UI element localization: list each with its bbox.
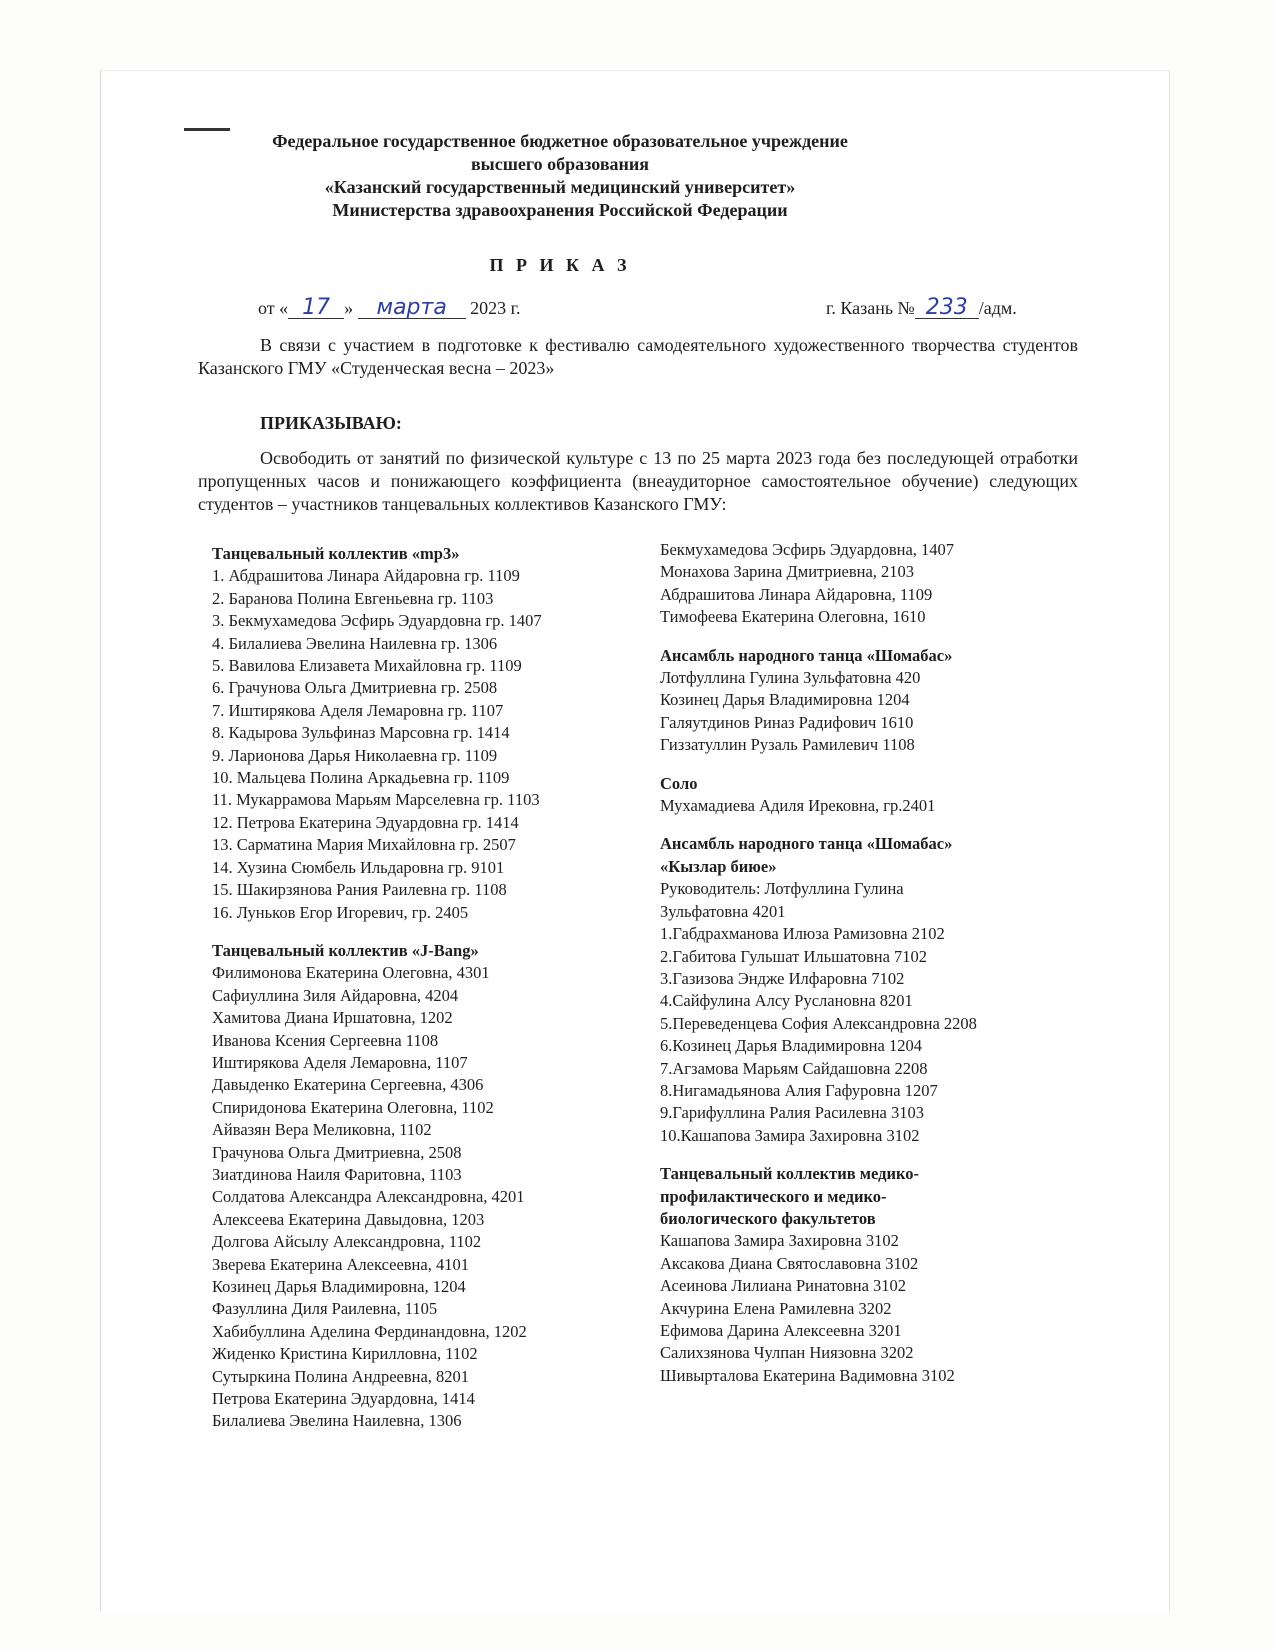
- header-line-3: «Казанский государственный медицинский университет»: [324, 177, 796, 197]
- list-item: Бекмухамедова Эсфирь Эдуардовна, 1407: [660, 540, 955, 559]
- list-item: 4.Сайфулина Алсу Руслановна 8201: [660, 991, 913, 1011]
- list-item: 2.Габитова Гульшат Ильшатовна 7102: [660, 946, 928, 966]
- list-item: Филимонова Екатерина Олеговна, 4301: [212, 963, 490, 983]
- date-day-close: »: [344, 298, 354, 318]
- list-item: Козинец Дарья Владимировна 1204: [660, 690, 910, 710]
- section-title-mpf-1: Танцевальный коллектив медико-: [660, 1164, 920, 1184]
- handwritten-order-number: 233: [915, 298, 979, 319]
- section-title-mp3: Танцевальный коллектив «mp3»: [212, 544, 460, 563]
- list-item: 6.Козинец Дарья Владимировна 1204: [660, 1036, 922, 1056]
- list-item: Давыденко Екатерина Сергеевна, 4306: [212, 1075, 484, 1095]
- header-line-2: высшего образования: [470, 154, 650, 174]
- date-prefix: от «: [258, 298, 289, 318]
- section-title-mpf-2: профилактического и медико-: [660, 1186, 887, 1206]
- list-item: 16. Луньков Егор Игоревич, гр. 2405: [212, 902, 469, 922]
- list-item: Салихзянова Чулпан Ниязовна 3202: [660, 1343, 914, 1363]
- list-item: Ефимова Дарина Алексеевна 3201: [660, 1321, 902, 1340]
- list-item: 1. Абдрашитова Линара Айдаровна гр. 1109: [212, 566, 520, 586]
- list-item: Аксакова Диана Святославовна 3102: [660, 1253, 919, 1273]
- list-item: Айвазян Вера Меликовна, 1102: [212, 1120, 432, 1140]
- list-item: 9.Гарифуллина Ралия Расилевна 3103: [660, 1103, 924, 1123]
- section-gap: [660, 1147, 977, 1163]
- list-item: Акчурина Елена Рамилевна 3202: [660, 1298, 892, 1318]
- leader-line-1: Руководитель: Лотфуллина Гулина: [660, 879, 904, 899]
- list-item: Зверева Екатерина Алексеевна, 4101: [212, 1254, 469, 1274]
- city-prefix: г. Казань №: [826, 298, 915, 318]
- handwritten-day: 17: [288, 298, 344, 319]
- order-title: П Р И К А З: [489, 255, 631, 275]
- list-item: 3. Бекмухамедова Эсфирь Эдуардовна гр. 1407: [212, 611, 542, 631]
- list-item: Зиатдинова Наиля Фаритовна, 1103: [212, 1164, 462, 1184]
- section-title-kyzlar-1: Ансамбль народного танца «Шомабас»: [660, 834, 953, 854]
- list-item: 1.Габдрахманова Илюза Рамизовна 2102: [660, 924, 945, 944]
- list-item: Фазуллина Диля Раилевна, 1105: [212, 1299, 438, 1319]
- list-item: Шивырталова Екатерина Вадимовна 3102: [660, 1365, 955, 1385]
- list-item: Жиденко Кристина Кирилловна, 1102: [212, 1344, 478, 1364]
- list-item: Грачунова Ольга Дмитриевна, 2508: [212, 1142, 462, 1162]
- list-item: 15. Шакирзянова Рания Раилевна гр. 1108: [212, 880, 507, 900]
- list-item: Петрова Екатерина Эдуардовна, 1414: [212, 1389, 475, 1409]
- list-item: 2. Баранова Полина Евгеньевна гр. 1103: [212, 588, 494, 608]
- list-item: Долгова Айсылу Александровна, 1102: [212, 1232, 482, 1252]
- list-item: Гиззатуллин Рузаль Рамилевич 1108: [660, 735, 915, 755]
- handwritten-month: марта: [358, 298, 466, 319]
- list-item: Асеинова Лилиана Ринатовна 3102: [660, 1276, 907, 1296]
- list-item: Сутыркина Полина Андреевна, 8201: [212, 1366, 470, 1386]
- list-item: Хамитова Диана Иршатовна, 1202: [212, 1008, 453, 1028]
- section-title-solo: Соло: [660, 773, 698, 793]
- list-item: 14. Хузина Сюмбель Ильдаровна гр. 9101: [212, 857, 505, 877]
- list-item: Иванова Ксения Сергеевна 1108: [212, 1030, 439, 1050]
- section-gap: [660, 757, 977, 773]
- list-item: Спиридонова Екатерина Олеговна, 1102: [212, 1097, 494, 1117]
- list-item: 11. Мукаррамова Марьям Марселевна гр. 1103: [212, 790, 540, 810]
- order-date: [258, 295, 521, 320]
- section-gap: [212, 924, 542, 940]
- list-item: Билалиева Эвелина Наилевна, 1306: [212, 1411, 462, 1431]
- section-gap: [660, 629, 977, 645]
- list-item: 9. Ларионова Дарья Николаевна гр. 1109: [212, 745, 498, 765]
- list-item: 3.Газизова Эндже Илфаровна 7102: [660, 968, 905, 988]
- list-item: Кашапова Замира Захировна 3102: [660, 1231, 899, 1251]
- list-item: 13. Сарматина Мария Михайловна гр. 2507: [212, 835, 516, 855]
- list-item: 4. Билалиева Эвелина Наилевна гр. 1306: [212, 633, 498, 653]
- list-item: 7. Иштирякова Аделя Лемаровна гр. 1107: [212, 700, 504, 720]
- list-item: 10.Кашапова Замира Захировна 3102: [660, 1125, 920, 1145]
- prikazyvayu-heading: ПРИКАЗЫВАЮ:: [260, 413, 402, 433]
- leader-line-2: Зульфатовна 4201: [660, 901, 786, 921]
- list-item: 10. Мальцева Полина Аркадьевна гр. 1109: [212, 768, 510, 788]
- list-item: 7.Агзамова Марьям Сайдашовна 2208: [660, 1058, 928, 1078]
- header-line-4: Министерства здравоохранения Российской Федерации: [332, 200, 788, 220]
- section-title-mpf-3: биологического факультетов: [660, 1208, 876, 1228]
- list-item: Козинец Дарья Владимировна, 1204: [212, 1277, 466, 1296]
- date-year: 2023 г.: [470, 298, 521, 318]
- number-suffix: /адм.: [978, 298, 1017, 318]
- list-item: Хабибуллина Аделина Фердинандовна, 1202: [212, 1321, 527, 1341]
- institution-header: [200, 130, 920, 222]
- list-item: 12. Петрова Екатерина Эдуардовна гр. 1414: [212, 812, 519, 832]
- section-gap: [660, 817, 977, 833]
- body-paragraph: Освободить от занятий по физической культуре с 13 по 25 марта 2023 года без последующей отработки пропущенных часов и понижающего коэффициента (внеаудиторное самостоятельное обучение) следующих студентов – участников танцевальных коллективов Казанского ГМУ:: [198, 448, 1078, 514]
- list-item: Тимофеева Екатерина Олеговна, 1610: [660, 607, 926, 627]
- list-item: Лотфуллина Гулина Зульфатовна 420: [660, 668, 921, 688]
- list-item: 5. Вавилова Елизавета Михайловна гр. 1109: [212, 656, 522, 676]
- section-title-shomabas: Ансамбль народного танца «Шомабас»: [660, 645, 953, 665]
- section-title-kyzlar-2: «Кызлар биюе»: [660, 856, 777, 876]
- list-item: 5.Переведенцева София Александровна 2208: [660, 1013, 977, 1033]
- list-item: Монахова Зарина Дмитриевна, 2103: [660, 562, 915, 582]
- list-item: Сафиуллина Зиля Айдаровна, 4204: [212, 985, 459, 1005]
- list-item: Иштирякова Аделя Лемаровна, 1107: [212, 1052, 468, 1072]
- order-number-line: [826, 295, 1017, 320]
- list-item: 8. Кадырова Зульфиназ Марсовна гр. 1414: [212, 723, 510, 743]
- section-title-jbang: Танцевальный коллектив «J-Bang»: [212, 940, 479, 960]
- right-column: [660, 539, 977, 1387]
- list-item: Мухамадиева Адиля Ирековна, гр.2401: [660, 796, 936, 816]
- intro-paragraph: В связи с участием в подготовке к фестивалю самодеятельного художественного творчества студентов Казанского ГМУ «Студенческая весна – 2023»: [198, 335, 1078, 378]
- header-line-1: Федеральное государственное бюджетное образовательное учреждение: [272, 131, 848, 151]
- list-item: Алексеева Екатерина Давыдовна, 1203: [212, 1209, 485, 1229]
- list-item: Галяутдинов Риназ Радифович 1610: [660, 712, 914, 732]
- list-item: 8.Нигамадьянова Алия Гафуровна 1207: [660, 1080, 938, 1100]
- list-item: Абдрашитова Линара Айдаровна, 1109: [660, 584, 933, 604]
- left-column: [212, 543, 542, 1433]
- list-item: 6. Грачунова Ольга Дмитриевна гр. 2508: [212, 678, 498, 698]
- list-item: Солдатова Александра Александровна, 4201: [212, 1187, 525, 1207]
